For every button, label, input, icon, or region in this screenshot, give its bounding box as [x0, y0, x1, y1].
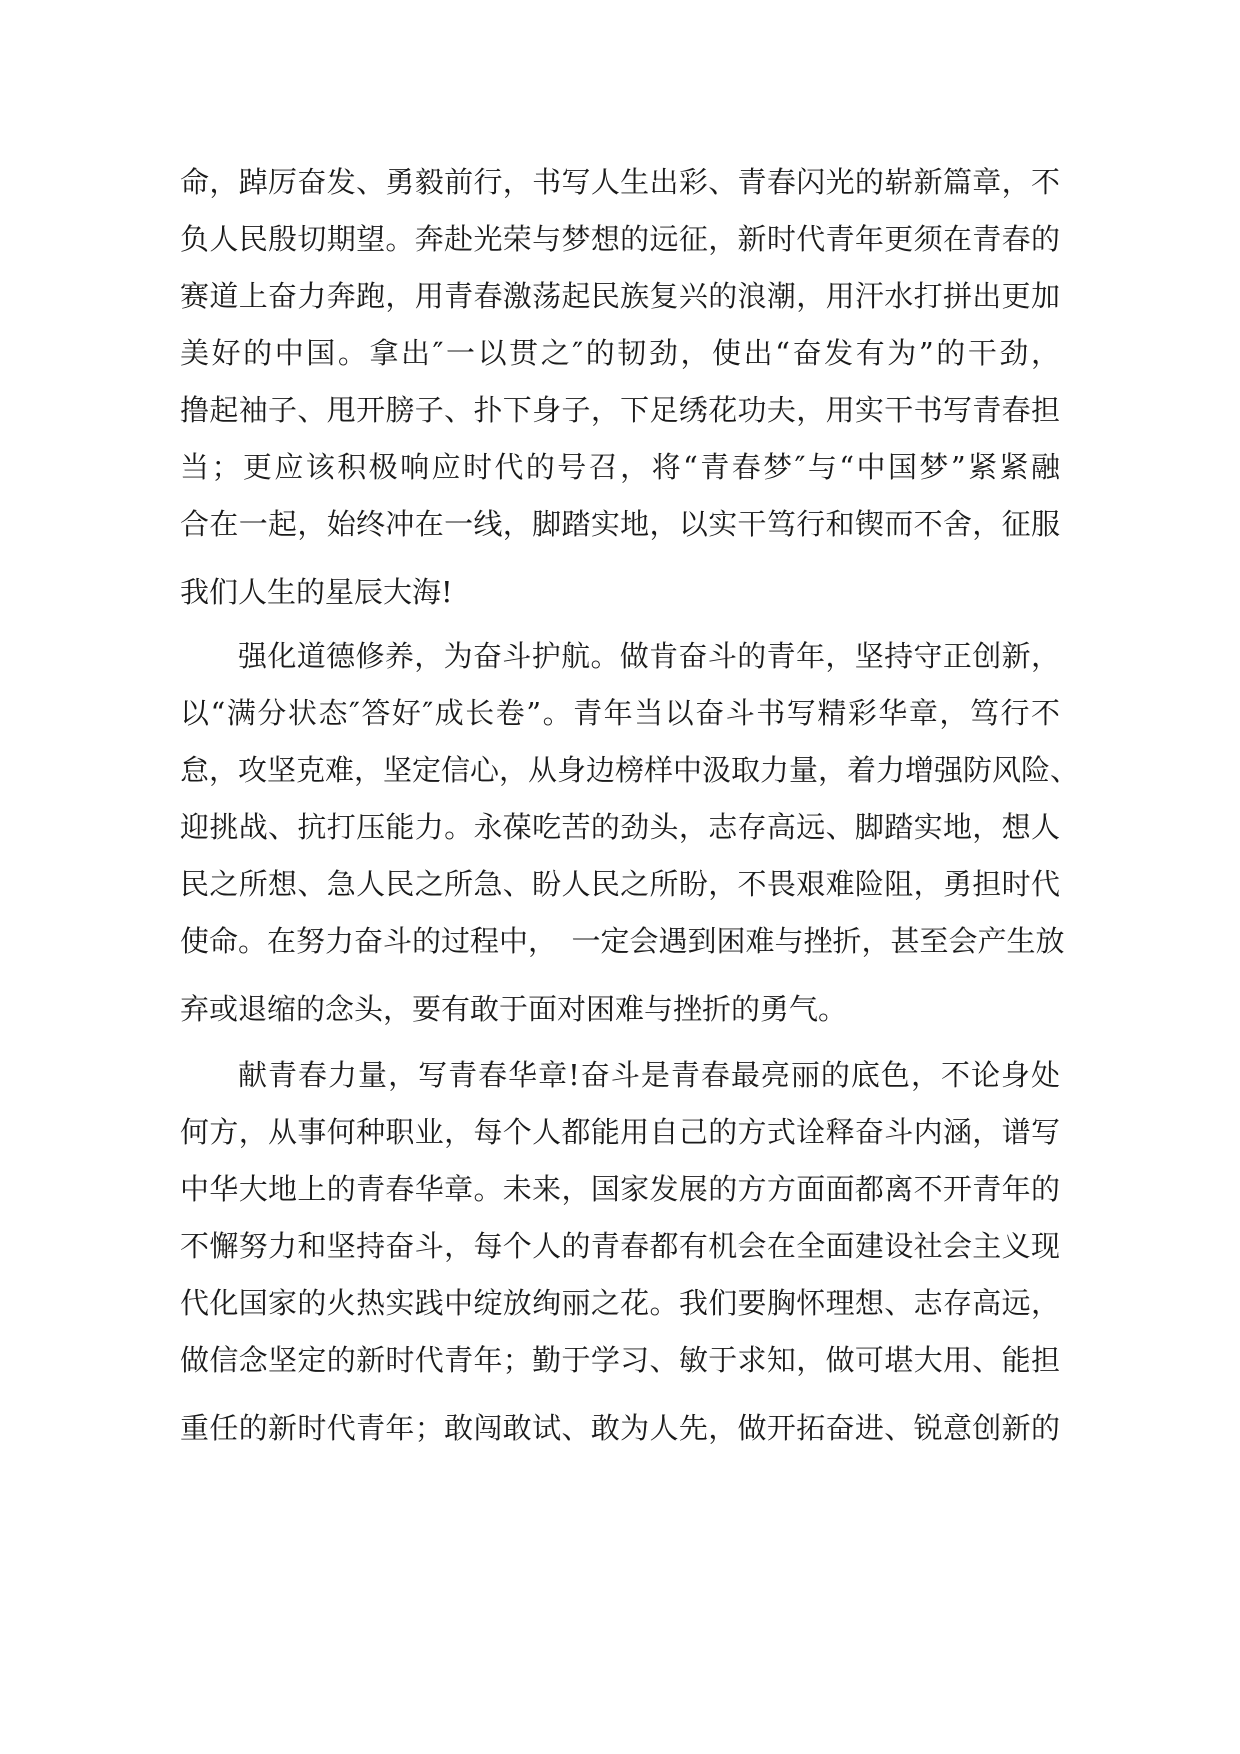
paragraph-line: 迎挑战、抗打压能力。永葆吃苦的劲头，志存高远、脚踏实地，想人 [180, 810, 1060, 844]
paragraph-line: 撸起袖子、甩开膀子、扑下身子，下足绣花功夫，用实干书写青春担 [180, 393, 1060, 427]
paragraph-line: 美好的中国。拿出″一以贯之″的韧劲，使出“奋发有为”的干劲， [180, 336, 1060, 370]
paragraph-line: 何方，从事何种职业，每个人都能用自己的方式诠释奋斗内涵，谱写 [180, 1115, 1060, 1149]
paragraph-line: 使命。在努力奋斗的过程中， 一定会遇到困难与挫折，甚至会产生放 [180, 924, 1065, 958]
paragraph-line: 强化道德修养，为奋斗护航。做肯奋斗的青年，坚持守正创新， [238, 639, 1060, 673]
paragraph-line: 弃或退缩的念头，要有敢于面对困难与挫折的勇气。 [180, 992, 848, 1026]
paragraph-line: 合在一起，始终冲在一线，脚踏实地，以实干笃行和锲而不舍，征服 [180, 507, 1060, 541]
paragraph-line: 代化国家的火热实践中绽放绚丽之花。我们要胸怀理想、志存高远， [180, 1286, 1060, 1320]
paragraph-line: 以“满分状态″答好″成长卷”。青年当以奋斗书写精彩华章，笃行不 [180, 696, 1060, 730]
paragraph-line: 命，踔厉奋发、勇毅前行，书写人生出彩、青春闪光的崭新篇章，不 [180, 165, 1060, 199]
paragraph-line: 赛道上奋力奔跑，用青春激荡起民族复兴的浪潮，用汗水打拼出更加 [180, 279, 1060, 313]
paragraph-line: 我们人生的星辰大海! [180, 575, 453, 609]
paragraph-line: 中华大地上的青春华章。未来，国家发展的方方面面都离不开青年的 [180, 1172, 1060, 1206]
paragraph-line: 做信念坚定的新时代青年；勤于学习、敏于求知，做可堪大用、能担 [180, 1343, 1060, 1377]
paragraph-line: 负人民殷切期望。奔赴光荣与梦想的远征，新时代青年更须在青春的 [180, 222, 1060, 256]
paragraph-line: 怠，攻坚克难，坚定信心，从身边榜样中汲取力量，着力增强防风险、 [180, 753, 1080, 787]
paragraph-line: 不懈努力和坚持奋斗，每个人的青春都有机会在全面建设社会主义现 [180, 1229, 1060, 1263]
paragraph-line: 民之所想、急人民之所急、盼人民之所盼，不畏艰难险阻，勇担时代 [180, 867, 1060, 901]
paragraph-line: 重任的新时代青年；敢闯敢试、敢为人先，做开拓奋进、锐意创新的 [180, 1411, 1060, 1445]
paragraph-line: 当；更应该积极响应时代的号召，将“青春梦″与“中国梦”紧紧融 [180, 450, 1060, 484]
paragraph-line: 献青春力量，写青春华章!奋斗是青春最亮丽的底色，不论身处 [238, 1058, 1060, 1092]
